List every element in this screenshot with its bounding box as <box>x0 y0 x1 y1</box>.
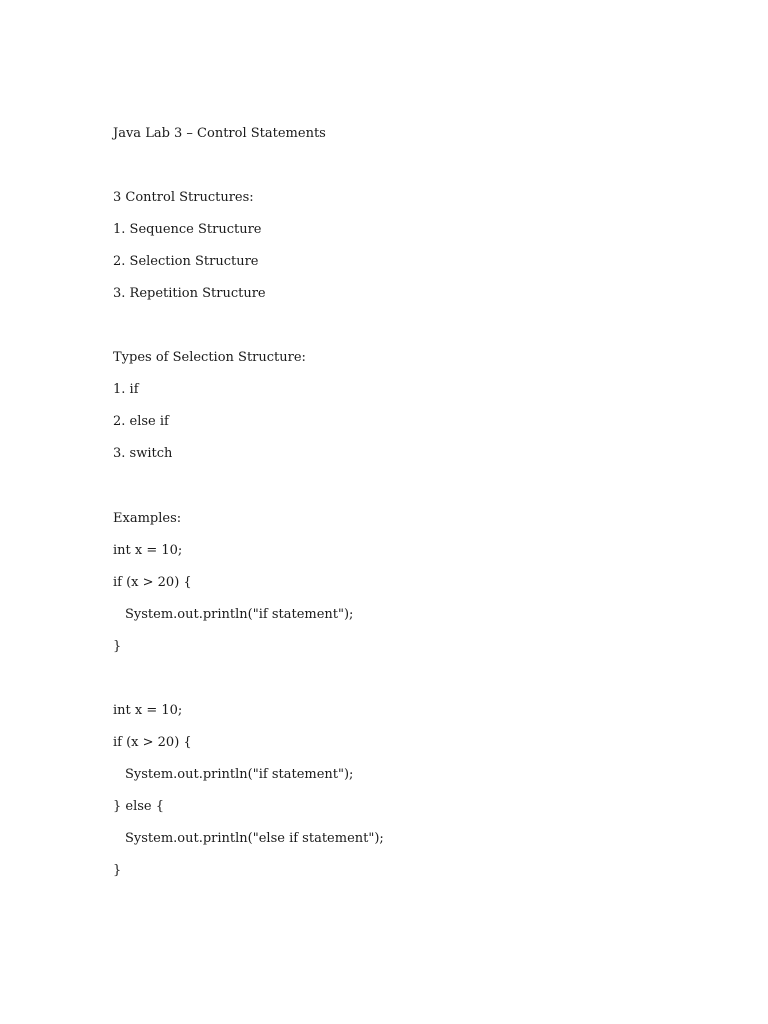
code-line: System.out.println("else if statement"); <box>125 831 384 846</box>
list-item: 3. switch <box>113 446 173 461</box>
document-title: Java Lab 3 – Control Statements <box>113 126 326 141</box>
code-line: } else { <box>113 799 165 814</box>
code-line: System.out.println("if statement"); <box>125 607 354 622</box>
code-line: int x = 10; <box>113 543 183 558</box>
control-structures-heading: 3 Control Structures: <box>113 190 254 205</box>
list-item: 1. if <box>113 382 139 397</box>
code-line: int x = 10; <box>113 703 183 718</box>
list-item: 1. Sequence Structure <box>113 222 262 237</box>
code-line: System.out.println("if statement"); <box>125 767 354 782</box>
code-line: if (x > 20) { <box>113 735 192 750</box>
selection-types-heading: Types of Selection Structure: <box>113 350 306 365</box>
code-line: } <box>113 863 122 878</box>
list-item: 3. Repetition Structure <box>113 286 266 301</box>
code-line: if (x > 20) { <box>113 575 192 590</box>
list-item: 2. Selection Structure <box>113 254 259 269</box>
list-item: 2. else if <box>113 414 169 429</box>
examples-heading: Examples: <box>113 511 182 526</box>
code-line: } <box>113 639 122 654</box>
